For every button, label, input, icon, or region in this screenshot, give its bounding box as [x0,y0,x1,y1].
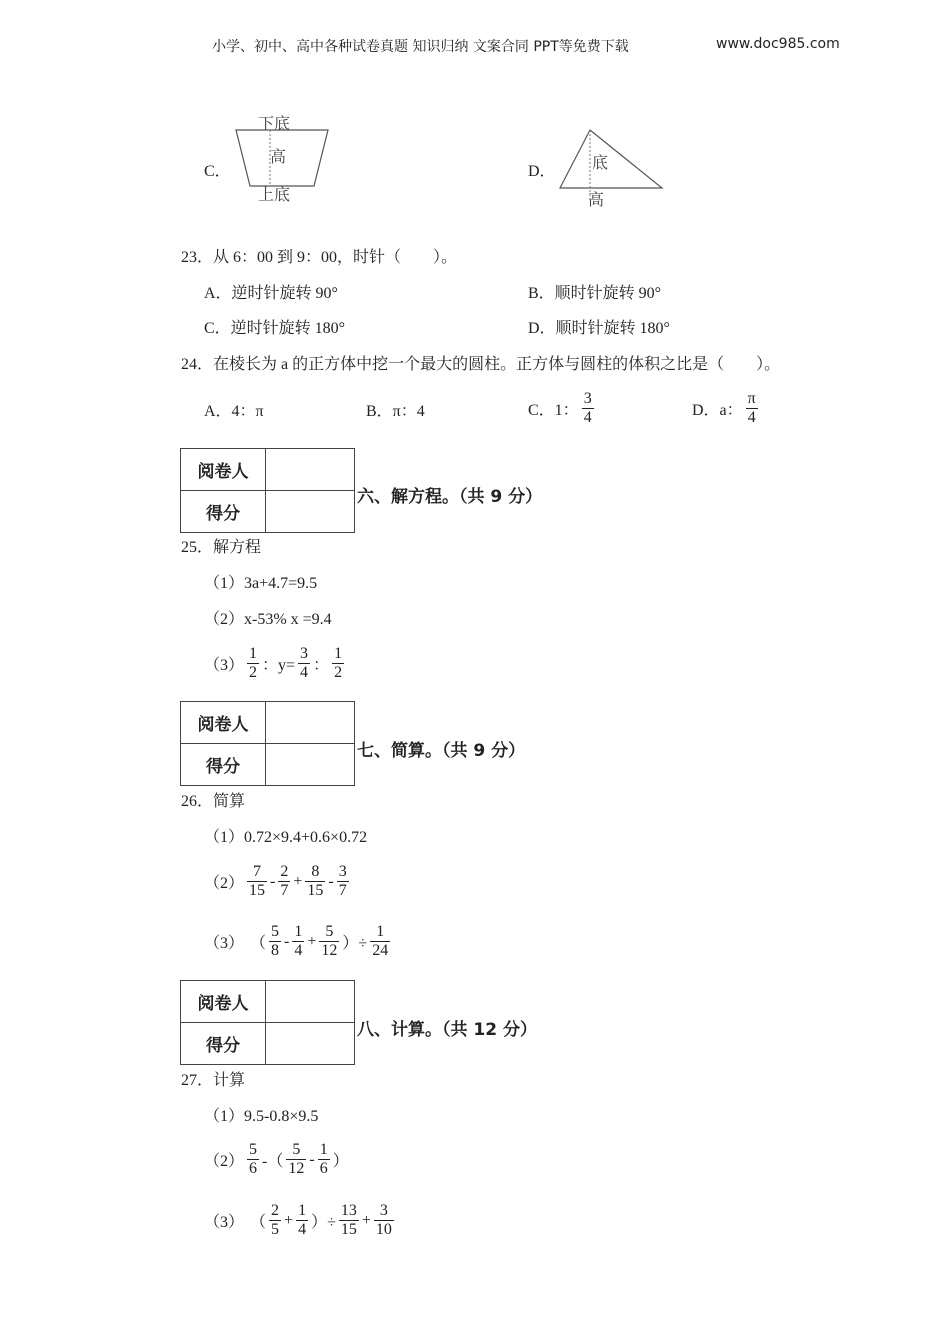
reviewer-field[interactable] [266,981,355,1023]
q23-option-a: A．逆时针旋转 90° [204,285,338,302]
q23-stem: 23．从 6：00 到 9：00，时针（ ）。 [181,249,458,266]
q26-stem: 26．简算 [181,793,246,810]
triangle-figure [555,122,670,214]
q24-c-prefix: C．1： [528,402,579,419]
q24-stem: 24．在棱长为 a 的正方体中挖一个最大的圆柱。正方体与圆柱的体积之比是（ ）。 [181,356,781,373]
q25-stem: 25．解方程 [181,539,262,556]
score-label: 得分 [181,1023,266,1065]
score-field[interactable] [266,1023,355,1065]
header-site[interactable]: www.doc985.com [716,36,840,52]
q26-part-2: （2） $\frac{7}{15}$ - $\frac{2}{7}$ + $\frac{8}{15}$ - $\frac{3}{7}$ [204,863,347,899]
q23-option-b: B．顺时针旋转 90° [528,285,662,302]
q27-part-3: （3） （ $\frac{2}{5}$ + $\frac{1}{4}$ ）÷ $\frac{13}{15}$ + $\frac{3}{10}$ [204,1202,392,1238]
reviewer-label: 阅卷人 [181,981,266,1023]
triangle-height-label: 高 [588,190,605,209]
q23-option-c: C．逆时针旋转 180° [204,320,346,337]
q24-option-d [692,390,758,427]
q24-option-b: B．π：4 [366,403,425,420]
score-table-8 [180,980,355,1065]
q24-d-fraction: $\frac{\pi}{4}$ [747,390,756,426]
trapezoid-bottom-label: 上底 [258,185,291,204]
q23-option-d: D．顺时针旋转 180° [528,320,670,337]
q24-d-prefix: D．a： [692,402,743,419]
score-label: 得分 [181,491,266,533]
score-table-7 [180,701,355,786]
q26-part-3: （3） （ $\frac{5}{8}$ - $\frac{1}{4}$ + $\frac{5}{12}$ ）÷ $\frac{1}{24}$ [204,923,389,959]
q25-part-1: （1）3a+4.7=9.5 [204,575,318,592]
score-field[interactable] [266,491,355,533]
trapezoid-height-label: 高 [270,147,287,166]
score-label: 得分 [181,744,266,786]
q25-part-2: （2）x-53% x =9.4 [204,611,332,628]
option-d-label: D． [528,163,556,180]
trapezoid-figure [230,112,340,208]
q24-option-a: A．4：π [204,403,264,420]
q27-part-2: （2） $\frac{5}{6}$ -（ $\frac{5}{12}$ - $\frac{1}{6}$ ） [204,1141,349,1177]
trapezoid-top-label: 下底 [258,114,291,133]
section-6-title: 六、解方程。（共 9 分） [357,487,543,507]
reviewer-field[interactable] [266,449,355,491]
q27-stem: 27．计算 [181,1072,246,1089]
triangle-shape [560,130,662,188]
triangle-base-label: 底 [592,153,609,172]
score-table-6 [180,448,355,533]
score-field[interactable] [266,744,355,786]
section-8-title: 八、计算。（共 12 分） [357,1020,537,1040]
reviewer-label: 阅卷人 [181,702,266,744]
reviewer-label: 阅卷人 [181,449,266,491]
q26-part-1: （1）0.72×9.4+0.6×0.72 [204,829,368,846]
q27-part-1: （1）9.5-0.8×9.5 [204,1108,319,1125]
option-c-label: C． [204,163,231,180]
header-tagline: 小学、初中、高中各种试卷真题 知识归纳 文案合同 PPT等免费下载 [212,39,629,55]
q24-c-fraction: $\frac{3}{4}$ [583,390,592,426]
q24-option-c [528,390,594,427]
reviewer-field[interactable] [266,702,355,744]
q25-part-3: （3） $\frac{1}{2}$ ：y= $\frac{3}{4}$ ： $\frac{1}{2}$ [204,645,343,681]
section-7-title: 七、简算。（共 9 分） [357,741,526,761]
